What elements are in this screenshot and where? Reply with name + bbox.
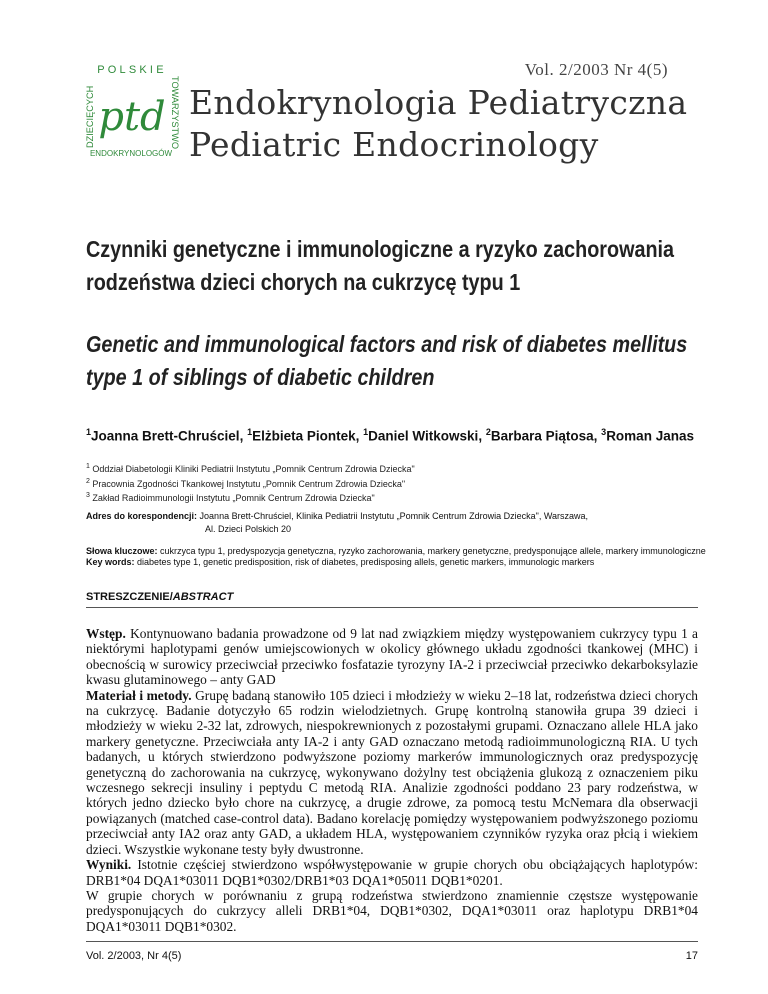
author-name: Roman Janas (606, 428, 694, 444)
correspondence-address-line2: Al. Dzieci Polskich 20 (205, 523, 292, 534)
author-name: Daniel Witkowski (368, 428, 479, 444)
volume-issue: Vol. 2/2003 Nr 4(5) (524, 60, 668, 79)
footer-divider (86, 941, 698, 942)
keywords-pl: cukrzyca typu 1, predyspozycja genetyczna, ryzyko zachorowania, markery genetyczne, predysponujące allele, markery immunologiczne (160, 546, 706, 556)
logo-monogram: ptd (98, 94, 166, 140)
article-title-en: Genetic and immunological factors and risk of diabetes mellitus type 1 of siblings of diabetic children (86, 331, 688, 390)
footer-issue: Vol. 2/2003, Nr 4(5) (86, 950, 182, 962)
page-number: 17 (685, 950, 698, 962)
abstract-paragraph: Wstęp. Kontynuowano badania prowadzone od 9 lat nad związkiem między występowaniem cukrzycy typu 1 a niektórymi haplotypami genów umiejscowionych w okolicy głównego układu zgodności tkankowej (MHC) i obecnością w surowicy przeciwciał przeciwko fosfatazie tyrozyny IA-2 i przeciwciał przeciwko dekarboksylazie kwasu glutaminowego – anty GAD (86, 626, 698, 688)
correspondence (86, 510, 588, 535)
society-logo (84, 62, 180, 158)
journal-title-pl: Endokrynologia Pediatryczna (189, 83, 688, 122)
logo-left-text: DZIECIĘCYCH (85, 85, 95, 148)
author-name: Barbara Piątosa (490, 428, 594, 444)
author-name: Joanna Brett-Chruściel (91, 428, 240, 444)
section-divider (86, 607, 698, 608)
keywords-en-label: Key words: (86, 557, 135, 567)
keywords-en: diabetes type 1, genetic predisposition, risk of diabetes, predisposing allels, genetic markers, immunologic markers (137, 557, 595, 567)
affiliation: $^3$ Zakład Radioimmunologii Instytutu „Pomnik Centrum Zdrowia Dziecka" (86, 492, 375, 503)
correspondence-address: Joanna Brett-Chruściel, Klinika Pediatrii Instytutu „Pomnik Centrum Zdrowia Dziecka", Warszawa, (199, 511, 589, 521)
keywords-pl-label: Słowa kluczowe: (86, 546, 158, 556)
affiliation: $^1$ Oddział Diabetologii Kliniki Pediatrii Instytutu „Pomnik Centrum Zdrowia Dziecka" (86, 463, 415, 474)
journal-title-en: Pediatric Endocrinology (189, 125, 599, 164)
affiliation: $^2$ Pracownia Zgodności Tkankowej Instytutu „Pomnik Centrum Zdrowia Dziecka" (86, 477, 406, 489)
abstract-heading: STRESZCZENIE/ABSTRACT (86, 591, 234, 603)
affiliations (86, 461, 415, 505)
logo-top-text: POLSKIE (97, 64, 167, 76)
article-title-pl: Czynniki genetyczne i immunologiczne a ryzyko zachorowania rodzeństwa dzieci chorych na cukrzycę typu 1 (86, 236, 675, 295)
logo-right-text: TOWARZYSTWO (170, 76, 180, 149)
abstract-body (86, 626, 698, 934)
correspondence-label: Adres do korespondencji: (86, 511, 198, 521)
author-list: $^1$Joanna Brett-Chruściel, $^1$Elżbieta Piontek, $^1$Daniel Witkowski, $^2$Barbara Piątosa, $^3$Roman Janas (86, 427, 694, 444)
logo-bottom-text: ENDOKRYNOLOGÓW (89, 149, 173, 158)
abstract-paragraph: Wyniki. Istotnie częściej stwierdzono współwystępowanie w grupie chorych obu obciążających haplotypów: DRB1*04 DQA1*03011 DQB1*0302/DRB1*03 DQA1*05011 DQB1*0201. (86, 857, 698, 888)
abstract-paragraph: Materiał i metody. Grupę badaną stanowiło 105 dzieci i młodzieży w wieku 2–18 lat, rodzeństwa dzieci chorych na cukrzycę. Badanie dotyczyło 65 rodzin wielodzietnych. Grupę kontrolną stanowiła grupa 39 dzieci i młodzieży w wieku 2-32 lat, zdrowych, niespokrewnionych z pozostałymi grupami. Oznaczano allele HLA jako markery genetyczne. Przeciwciała anty IA-2 i anty GAD oznaczano metodą radioimmunologiczną RIA. U tych badanych, u których stwierdzono podwyższone poziomy markerów immunologicznych oraz predyspozycję genetyczną do zachorowania na cukrzycę, wykonywano dożylny test obciążenia glukozą z oznaczeniem piku wczesnego sekrecji insuliny i peptydu C metodą RIA. Analizie zgodności poddano 23 pary rodzeństwa, w których jedno dziecko było chore na cukrzycę, a drugie zdrowe, za pomocą testu McNemara dla obserwacji powiązanych (matched case-control data). Badano korelację pomiędzy występowaniem podwyższonego poziomu przeciwciał anty IA2 oraz anty GAD, a układem HLA, występowaniem czynników ryzyka oraz płcią i wiekiem dzieci. Wszystkie wykonane testy były dwustronne. (86, 687, 698, 857)
abstract-paragraph: W grupie chorych w porównaniu z grupą rodzeństwa stwierdzono znamiennie częstsze występowanie predysponujących do cukrzycy alleli DRB1*04, DQB1*0302, DQA1*03011 oraz haplotypu DRB1*04 DQA1*03011 DQB1*0302. (86, 887, 698, 934)
keywords (86, 546, 706, 568)
author-name: Elżbieta Piontek (252, 428, 356, 444)
